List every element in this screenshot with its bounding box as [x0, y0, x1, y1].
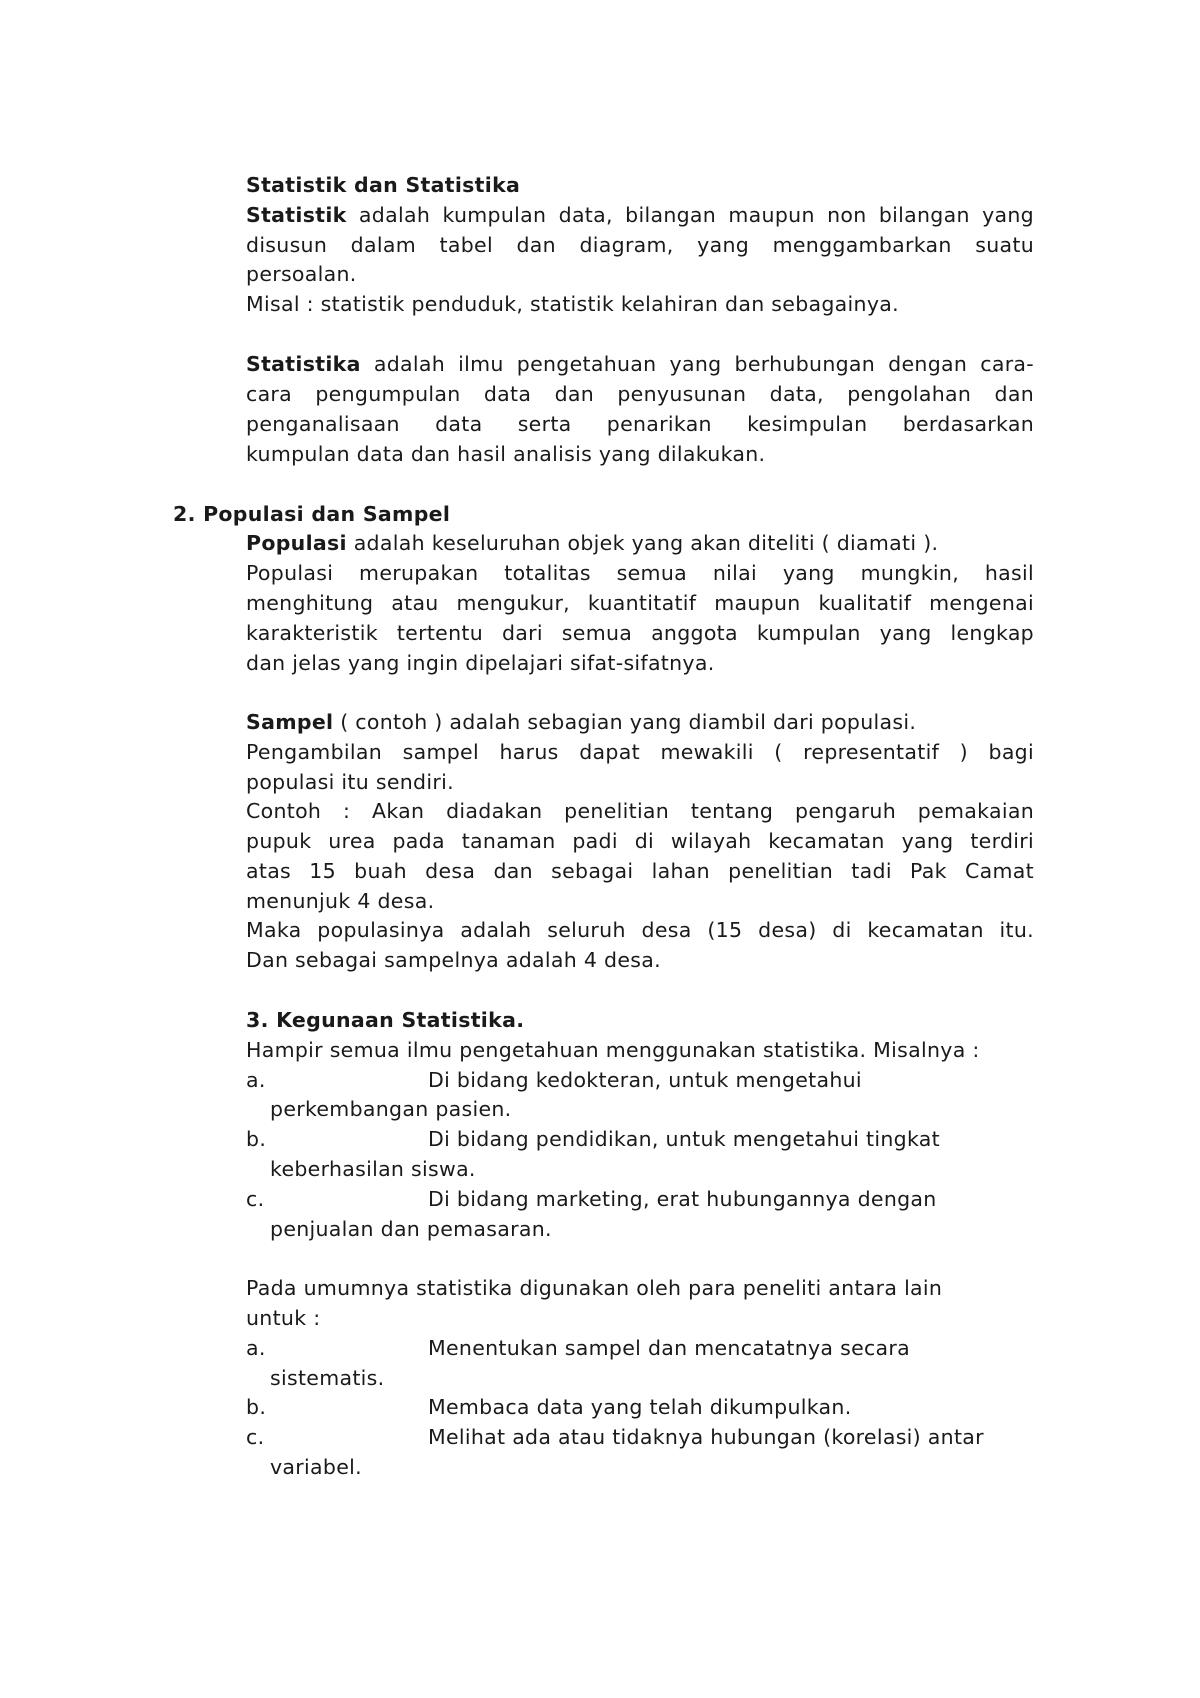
section-title-statistik: Statistik dan Statistika — [246, 173, 521, 197]
list-marker: a. — [246, 1336, 266, 1360]
paragraph-line: untuk : — [246, 1306, 321, 1330]
paragraph-line: menghitung atau mengukur, kuantitatif maupun kualitatif mengenai — [246, 591, 1034, 615]
list-item-cont: penjualan dan pemasaran. — [270, 1217, 552, 1241]
list-marker: b. — [246, 1395, 267, 1419]
paragraph-line: Pada umumnya statistika digunakan oleh para peneliti antara lain — [246, 1276, 943, 1300]
list-item-cont: sistematis. — [270, 1366, 385, 1390]
paragraph-line: Dan sebagai sampelnya adalah 4 desa. — [246, 948, 661, 972]
paragraph-line: Populasi adalah keseluruhan objek yang akan diteliti ( diamati ). — [246, 531, 939, 555]
list-item-cont: variabel. — [270, 1455, 362, 1479]
list-item-cont: keberhasilan siswa. — [270, 1157, 476, 1181]
list-item-text: Melihat ada atau tidaknya hubungan (korelasi) antar — [428, 1425, 984, 1449]
paragraph-line: penganalisaan data serta penarikan kesimpulan berdasarkan — [246, 412, 1034, 436]
section-title-kegunaan: 3. Kegunaan Statistika. — [246, 1008, 525, 1032]
paragraph-line: Maka populasinya adalah seluruh desa (15 desa) di kecamatan itu. — [246, 918, 1034, 942]
section-title-populasi: 2. Populasi dan Sampel — [173, 502, 451, 526]
example-line: Misal : statistik penduduk, statistik kelahiran dan sebagainya. — [246, 292, 899, 316]
paragraph-line: persoalan. — [246, 262, 357, 286]
paragraph-line: dan jelas yang ingin dipelajari sifat-sifatnya. — [246, 651, 715, 675]
paragraph-line: kumpulan data dan hasil analisis yang dilakukan. — [246, 442, 766, 466]
paragraph-line: menunjuk 4 desa. — [246, 889, 435, 913]
paragraph-line: populasi itu sendiri. — [246, 770, 454, 794]
paragraph-line: pupuk urea pada tanaman padi di wilayah kecamatan yang terdiri — [246, 829, 1034, 853]
list-item-cont: perkembangan pasien. — [270, 1097, 512, 1121]
paragraph-line: atas 15 buah desa dan sebagai lahan penelitian tadi Pak Camat — [246, 859, 1034, 883]
list-item-text: Membaca data yang telah dikumpulkan. — [428, 1395, 852, 1419]
paragraph-line: disusun dalam tabel dan diagram, yang menggambarkan suatu — [246, 233, 1034, 257]
paragraph-line: karakteristik tertentu dari semua anggota kumpulan yang lengkap — [246, 621, 1034, 645]
list-marker: a. — [246, 1068, 266, 1092]
list-item-text: Menentukan sampel dan mencatatnya secara — [428, 1336, 911, 1360]
list-marker: c. — [246, 1187, 265, 1211]
list-marker: b. — [246, 1127, 267, 1151]
paragraph-line: Statistik adalah kumpulan data, bilangan maupun non bilangan yang — [246, 203, 1034, 227]
list-item-text: Di bidang marketing, erat hubungannya dengan — [428, 1187, 937, 1211]
list-item-text: Di bidang kedokteran, untuk mengetahui — [428, 1068, 862, 1092]
paragraph-line: Contoh : Akan diadakan penelitian tentang pengaruh pemakaian — [246, 799, 1034, 823]
paragraph-line: Statistika adalah ilmu pengetahuan yang berhubungan dengan cara- — [246, 352, 1034, 376]
list-marker: c. — [246, 1425, 265, 1449]
paragraph-line: Pengambilan sampel harus dapat mewakili ( representatif ) bagi — [246, 740, 1034, 764]
paragraph-line: Hampir semua ilmu pengetahuan menggunakan statistika. Misalnya : — [246, 1038, 980, 1062]
list-item-text: Di bidang pendidikan, untuk mengetahui tingkat — [428, 1127, 940, 1151]
paragraph-line: Sampel ( contoh ) adalah sebagian yang diambil dari populasi. — [246, 710, 917, 734]
paragraph-line: Populasi merupakan totalitas semua nilai yang mungkin, hasil — [246, 561, 1034, 585]
paragraph-line: cara pengumpulan data dan penyusunan data, pengolahan dan — [246, 382, 1034, 406]
